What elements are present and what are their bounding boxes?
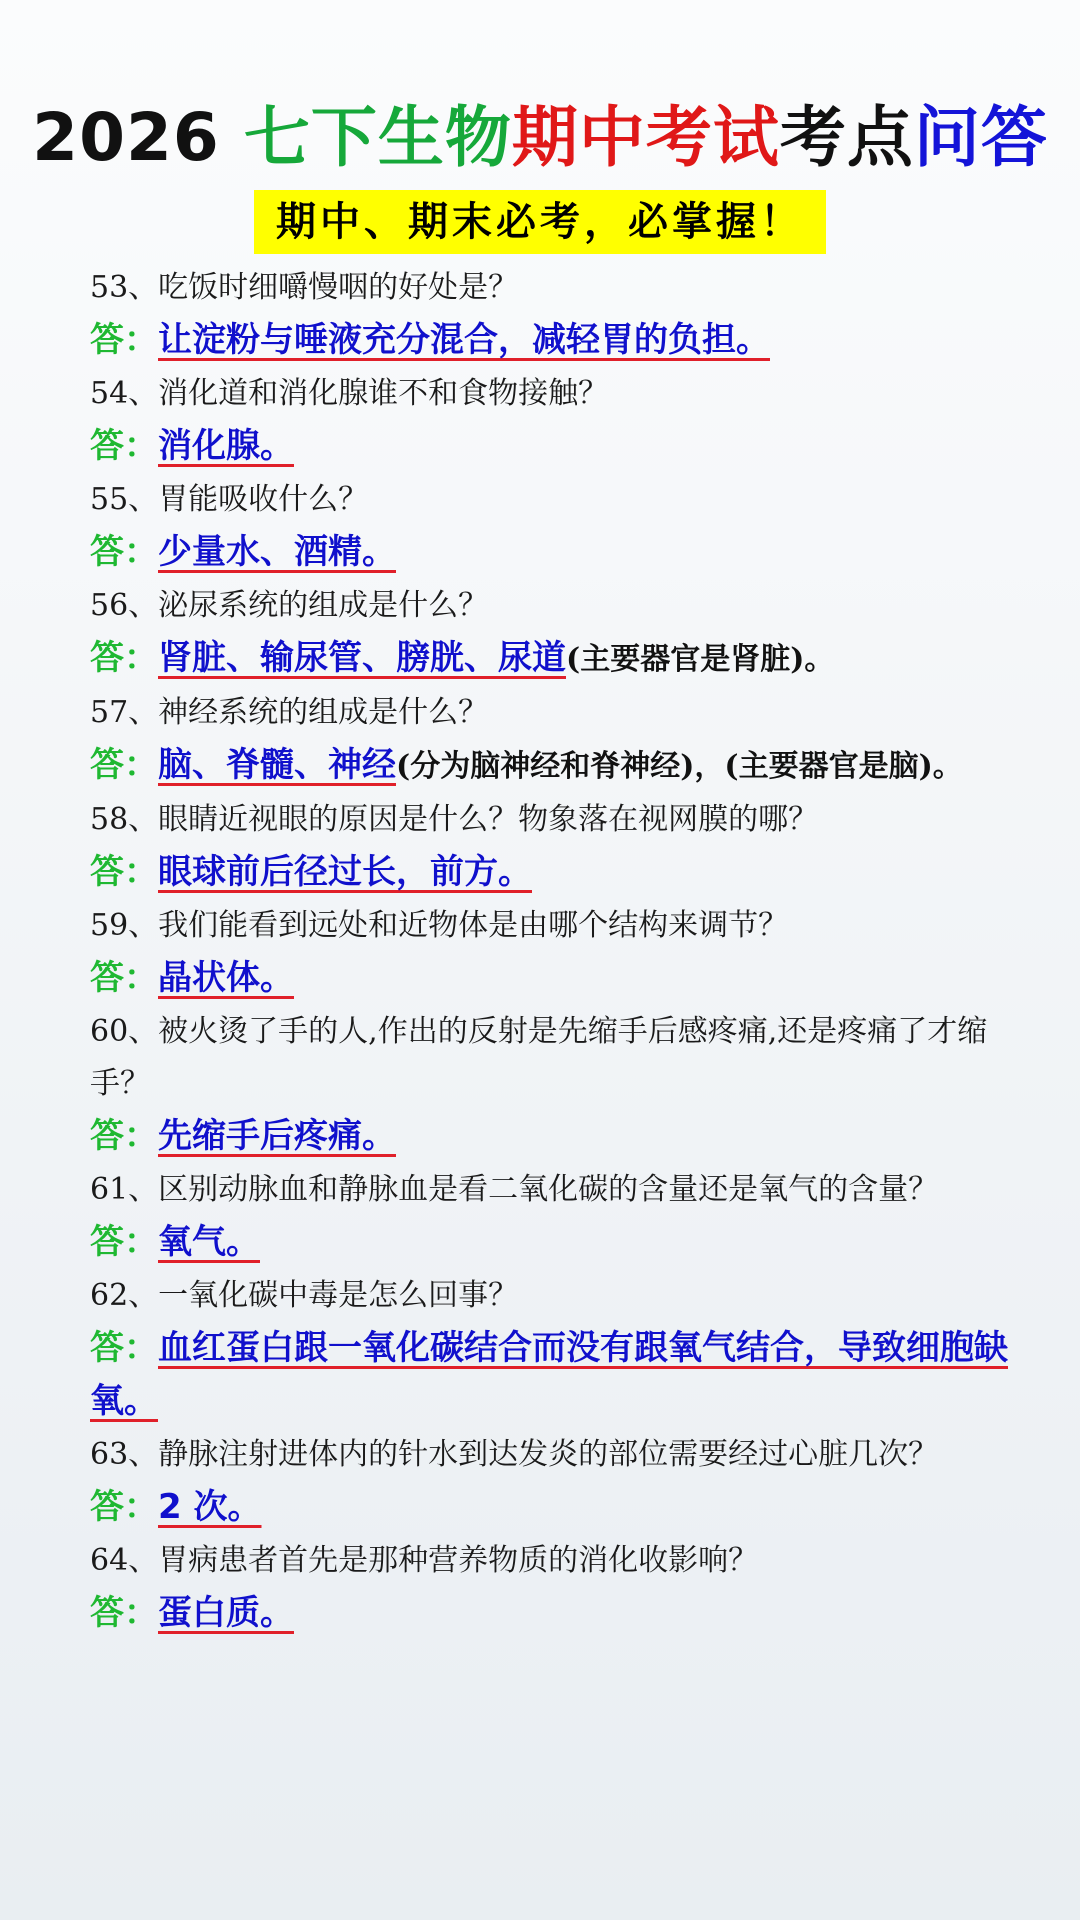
answer-line xyxy=(90,739,1010,793)
answer-line xyxy=(90,1322,1010,1428)
answer-label: 答： xyxy=(90,852,158,892)
answer-line xyxy=(90,526,1010,579)
answer-label: 答： xyxy=(90,320,158,360)
qa-list xyxy=(90,262,1010,1641)
answer-text: 让淀粉与唾液充分混合，减轻胃的负担。 xyxy=(158,320,770,360)
qa-item xyxy=(90,900,1010,1005)
subtitle-wrap xyxy=(0,190,1080,254)
title-part-subject: 七下生物 xyxy=(243,99,512,176)
qa-item xyxy=(90,580,1010,686)
question-text: 61、区别动脉血和静脉血是看二氧化碳的含量还是氧气的含量？ xyxy=(90,1172,939,1207)
answer-text: 肾脏、输尿管、膀胱、尿道 xyxy=(158,638,566,678)
answer-text: 蛋白质。 xyxy=(158,1593,294,1633)
answer-label: 答： xyxy=(90,1487,158,1527)
title-part-points: 考点 xyxy=(779,99,914,176)
answer-text: 晶状体。 xyxy=(158,958,294,998)
question-text: 57、神经系统的组成是什么？ xyxy=(90,695,489,730)
question-text: 64、胃病患者首先是那种营养物质的消化收影响？ xyxy=(90,1543,759,1578)
answer-text: 消化腺。 xyxy=(158,426,294,466)
question-text: 59、我们能看到远处和近物体是由哪个结构来调节？ xyxy=(90,908,789,943)
qa-item xyxy=(90,1535,1010,1640)
answer-text: 血红蛋白跟一氧化碳结合而没有跟氧气结合，导致细胞缺氧。 xyxy=(90,1328,1008,1421)
answer-line xyxy=(90,420,1010,473)
question-text: 60、被火烫了手的人,作出的反射是先缩手后感疼痛,还是疼痛了才缩手？ xyxy=(90,1014,988,1101)
answer-text: 先缩手后疼痛。 xyxy=(158,1116,396,1156)
qa-item xyxy=(90,1270,1010,1428)
answer-text: 脑、脊髓、神经 xyxy=(158,745,396,785)
answer-label: 答： xyxy=(90,638,158,678)
answer-label: 答： xyxy=(90,532,158,572)
answer-label: 答： xyxy=(90,958,158,998)
qa-item xyxy=(90,474,1010,579)
subtitle-banner: 期中、期末必考，必掌握！ xyxy=(254,190,826,254)
answer-line xyxy=(90,846,1010,899)
answer-note: (主要器官是肾脏)。 xyxy=(566,642,835,677)
question-text: 55、胃能吸收什么？ xyxy=(90,482,369,517)
qa-item xyxy=(90,1164,1010,1269)
answer-line xyxy=(90,1587,1010,1640)
answer-label: 答： xyxy=(90,1328,158,1368)
question-text: 62、一氧化碳中毒是怎么回事？ xyxy=(90,1278,519,1313)
answer-line xyxy=(90,632,1010,686)
answer-note: (分为脑神经和脊神经)，(主要器官是脑)。 xyxy=(396,749,963,784)
answer-line xyxy=(90,1110,1010,1163)
question-text: 58、眼睛近视眼的原因是什么？物象落在视网膜的哪？ xyxy=(90,802,819,837)
answer-text: 少量水、酒精。 xyxy=(158,532,396,572)
qa-item xyxy=(90,262,1010,367)
page-title xyxy=(0,100,1080,176)
answer-text: 眼球前后径过长，前方。 xyxy=(158,852,532,892)
answer-label: 答： xyxy=(90,1593,158,1633)
answer-label: 答： xyxy=(90,1222,158,1262)
answer-label: 答： xyxy=(90,1116,158,1156)
title-part-qa: 问答 xyxy=(913,99,1048,176)
answer-line xyxy=(90,1216,1010,1269)
title-part-year: 2026 xyxy=(32,99,244,176)
answer-label: 答： xyxy=(90,426,158,466)
answer-text: 2 次。 xyxy=(158,1487,262,1527)
title-part-exam: 期中考试 xyxy=(511,99,780,176)
question-text: 63、静脉注射进体内的针水到达发炎的部位需要经过心脏几次？ xyxy=(90,1437,939,1472)
answer-line xyxy=(90,314,1010,367)
question-text: 54、消化道和消化腺谁不和食物接触？ xyxy=(90,376,609,411)
qa-item xyxy=(90,794,1010,899)
qa-item xyxy=(90,368,1010,473)
answer-label: 答： xyxy=(90,745,158,785)
question-text: 53、吃饭时细嚼慢咽的好处是？ xyxy=(90,270,519,305)
answer-line xyxy=(90,1481,1010,1534)
qa-item xyxy=(90,687,1010,793)
question-text: 56、泌尿系统的组成是什么？ xyxy=(90,588,489,623)
qa-item xyxy=(90,1006,1010,1163)
answer-line xyxy=(90,952,1010,1005)
qa-item xyxy=(90,1429,1010,1534)
answer-text: 氧气。 xyxy=(158,1222,260,1262)
